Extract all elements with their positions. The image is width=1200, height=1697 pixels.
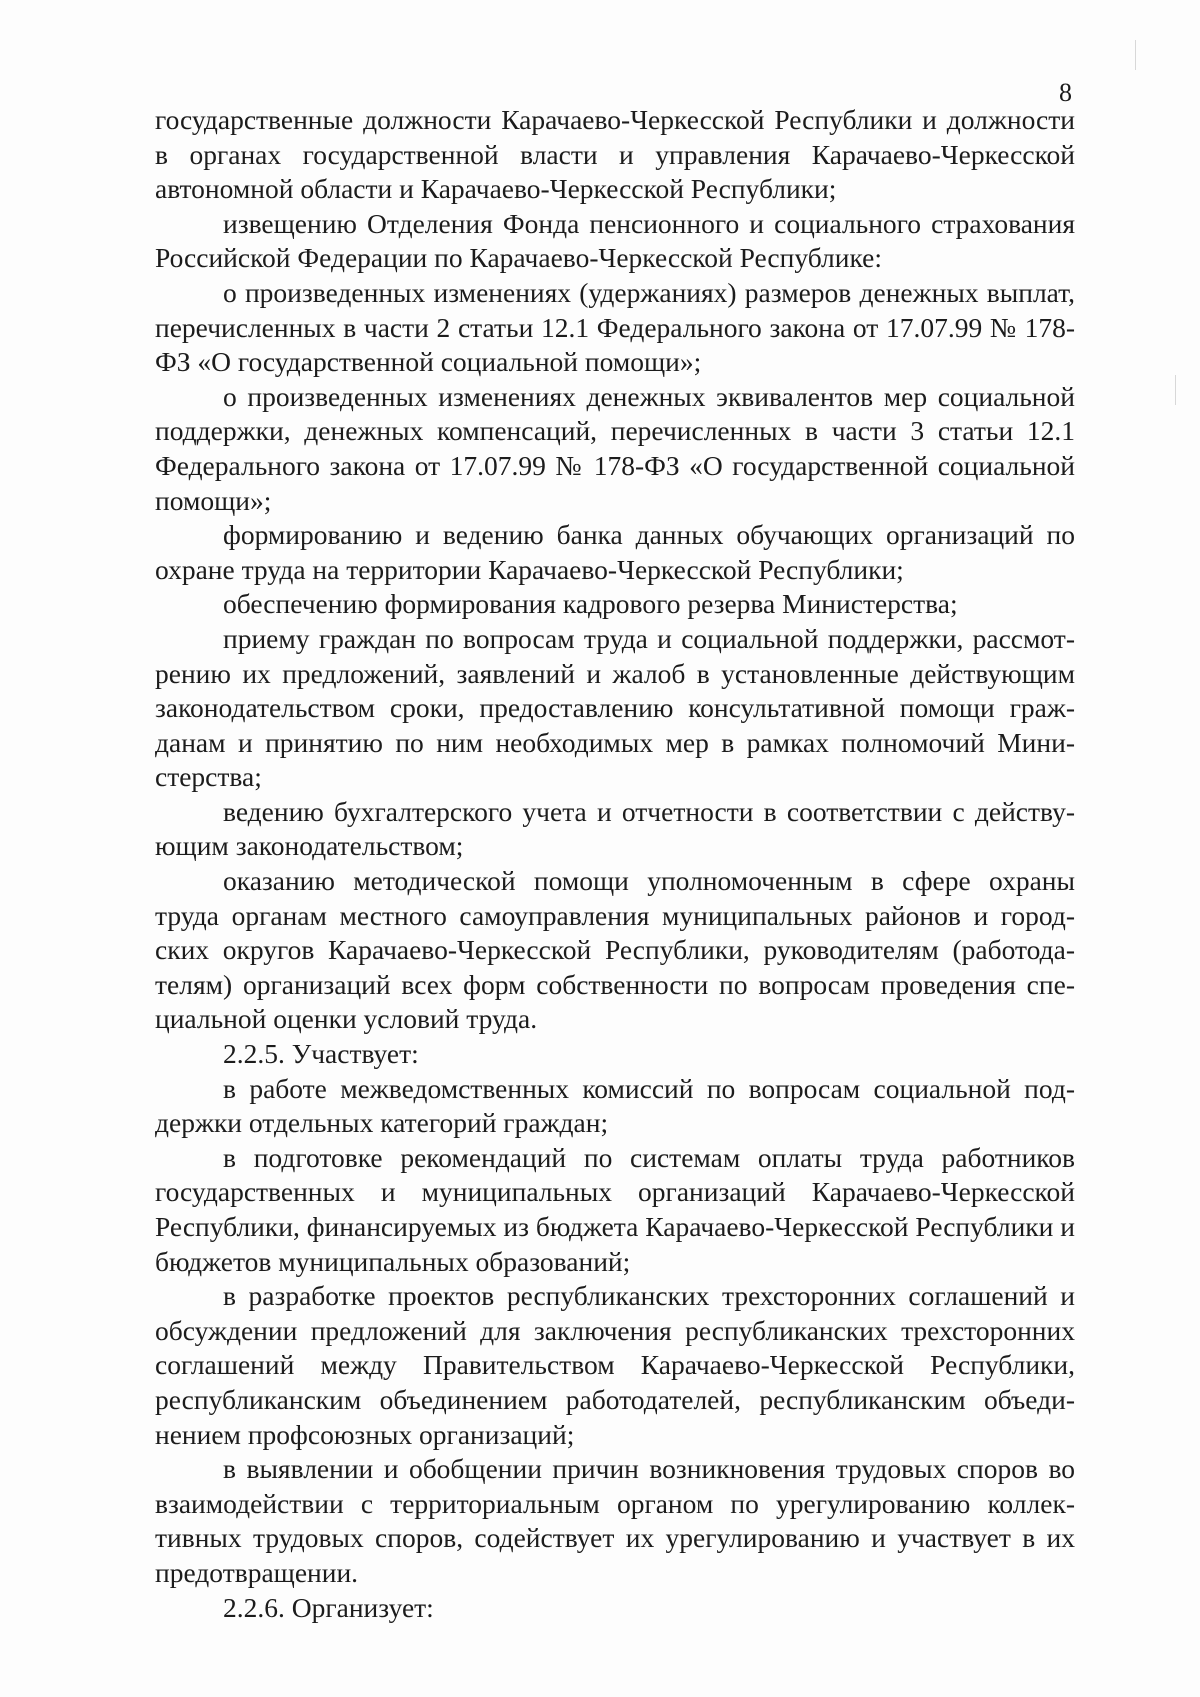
paragraph: извещению Отделения Фонда пенсионного и социального страхования Российской Федерации по Карачаево-Черкесской Республике: xyxy=(155,207,1075,274)
paragraph: приему граждан по вопросам труда и социальной поддержки, рассмотрению их предложений, заявлений и жалоб в установленные действующим законодательством сроки, предоставлению консультативной помощи гражданам и принятию по ним необходимых мер в рамках полномочий Министерства; xyxy=(155,622,1075,793)
paragraph: оказанию методической помощи уполномоченным в сфере охраны труда органам местного самоуправления муниципальных районов и городских округов Карачаево-Черкесской Республики, руководителям (работодателям) организаций всех форм собственности по вопросам проведения специальной оценки условий труда. xyxy=(155,865,1075,1035)
paragraph: государственные должности Карачаево-Черкесской Республики и должности в органах государственной власти и управления Карачаево-Черкесской автономной области и Карачаево-Черкесской Республики; xyxy=(155,104,1075,205)
paragraph: в подготовке рекомендаций по системам оплаты труда работников государственных и муниципальных организаций Карачаево-Черкесской Республики, финансируемых из бюджета Карачаево-Черкесской Республики и бюджетов муниципальных образований; xyxy=(155,1141,1075,1277)
paragraph: о произведенных изменениях (удержаниях) размеров денежных выплат, перечисленных в части 2 статьи 12.1 Федерального закона от 17.07.99 № 178-ФЗ «О государственной социальной помощи»; xyxy=(155,276,1075,378)
paragraph: формированию и ведению банка данных обучающих организаций по охране труда на территории Карачаево-Черкесской Республики; xyxy=(155,519,1075,585)
section-heading: 2.2.6. Организует: xyxy=(223,1591,434,1623)
paragraph: в выявлении и обобщении причин возникновения трудовых споров во взаимодействии с территориальным органом по урегулированию коллективных трудовых споров, содействует их урегулированию и участвует в их предотвращении. xyxy=(155,1453,1075,1588)
paragraph: ведению бухгалтерского учета и отчетности в соответствии с действующим законодательством; xyxy=(155,795,1075,862)
page-number: 8 xyxy=(1059,78,1072,107)
document-body xyxy=(155,103,1075,1625)
paragraph: в разработке проектов республиканских трехсторонних соглашений и обсуждении предложений для заключения республиканских трехсторонних соглашений между Правительством Карачаево-Черкесской Республики, республиканским объединением работодателей, республиканским объединением профсоюзных организаций; xyxy=(155,1280,1075,1450)
scan-artifact-line xyxy=(1175,375,1176,405)
section-heading: 2.2.5. Участвует: xyxy=(223,1038,419,1070)
scan-artifact-line xyxy=(1135,40,1136,70)
paragraph: обеспечению формирования кадрового резерва Министерства; xyxy=(223,588,958,620)
paragraph: о произведенных изменениях денежных эквивалентов мер социальной поддержки, денежных компенсаций, перечисленных в части 3 статьи 12.1 Федерального закона от 17.07.99 № 178-ФЗ «О государственной социальной помощи»; xyxy=(155,380,1075,516)
paragraph: в работе межведомственных комиссий по вопросам социальной поддержки отдельных категорий граждан; xyxy=(155,1072,1075,1139)
